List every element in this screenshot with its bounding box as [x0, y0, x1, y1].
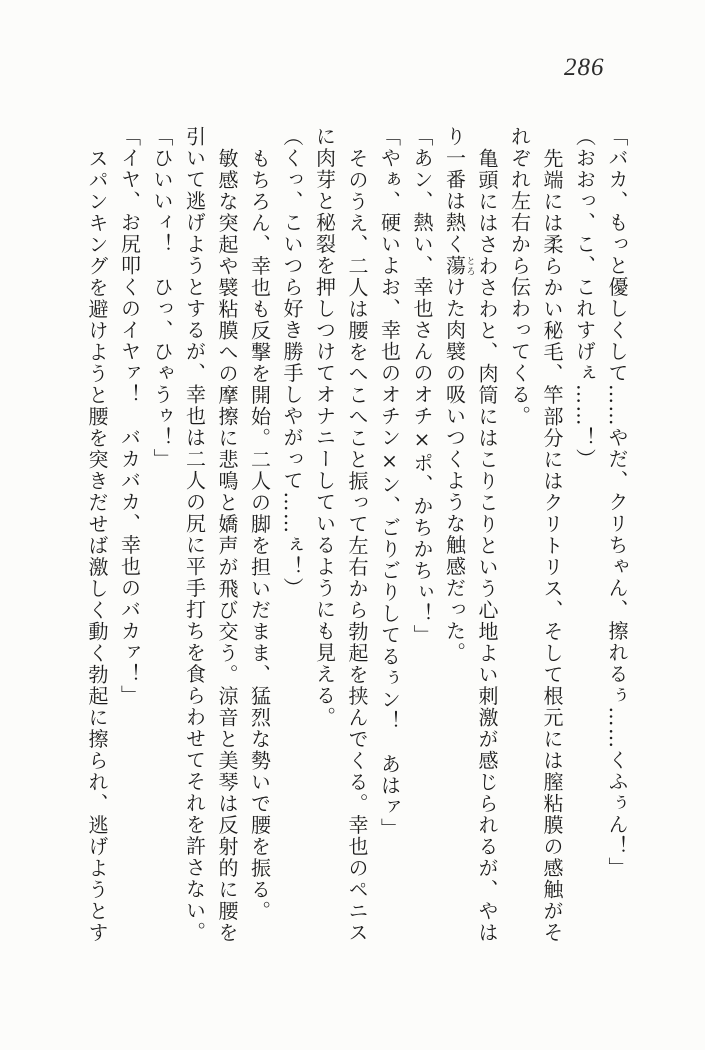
narration-paragraph: もちろん、幸也も反撃を開始。二人の脚を担いだまま、猛烈な勢いで腰を振る。 [247, 147, 272, 922]
dialogue-line: 「やぁ、硬いよお、幸也のオチン×ン、ごりごりしてるぅン！ あはァ」 [377, 126, 402, 840]
narration-paragraph: スパンキングを避けようと腰を突きだせば激しく動く勃起に擦られ、逃げようとす [85, 147, 109, 943]
furigana-text: とろ [464, 255, 475, 277]
narration-paragraph: 敏感な突起や襞粘膜への摩擦に悲鳴と嬌声が飛び交う。涼音と美琴は反射的に腰を引いて逃げようとするが、幸也は二人の尻に平手打ちを食らわせてそれを許さない。 [182, 126, 239, 943]
ruby-annotated-word [442, 255, 475, 277]
narration-text-pre: 亀頭にはさわさわと、肉筒にはこりこりという心地よい刺激が感じられるが、やはり一番は熱く [442, 126, 499, 943]
dialogue-line: 「ひいいィ！ ひっ、ひゃうゥ！」 [150, 126, 174, 470]
narration-text-post: けた肉襞の吸いつくような触感だった。 [442, 276, 467, 664]
inner-thought-line: （くっ、こいつら好き勝手しやがって……ぇ！） [280, 126, 304, 599]
narration-paragraph: 先端には柔らかい秘毛、竿部分にはクリトリス、そして根元には膣粘膜の感触がそれぞれ左右から伝わってくる。 [507, 126, 564, 943]
dialogue-line: 「バカ、もっと優しくして……やだ、クリちゃん、擦れるぅ……くふぅん！」 [605, 126, 629, 879]
dialogue-line: 「あン、熱い、幸也さんのオチ×ポ、かちかちぃ！」 [410, 126, 434, 646]
narration-paragraph: そのうえ、二人は腰をへこへこと振って左右から勃起を挟んでくる。幸也のペニスに肉芽と秘裂を押しつけてオナニーしているようにも見える。 [312, 126, 369, 943]
narration-paragraph [438, 126, 503, 954]
page-number: 286 [564, 54, 605, 81]
inner-thought-line: （おおっ、こ、これすげぇ……！） [572, 126, 597, 470]
ruby-base-kanji: 蕩 [442, 255, 467, 277]
page-text-block [81, 126, 634, 954]
dialogue-line: 「イヤ、お尻叩くのイヤァ！ バカバカ、幸也のバカァ！」 [117, 126, 142, 707]
